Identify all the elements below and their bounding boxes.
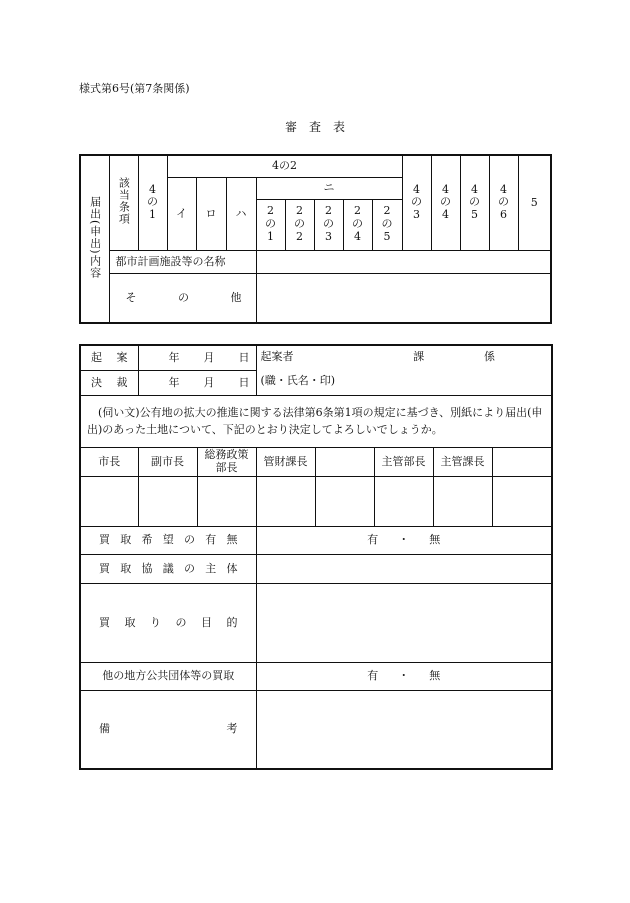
other-public-purchase-options[interactable]: 有 ・ 無 bbox=[256, 662, 552, 690]
approver-blank-1 bbox=[315, 447, 374, 476]
col-2-no-5: 2 の 5 bbox=[372, 199, 402, 250]
approver-blank-2 bbox=[492, 447, 552, 476]
col-2-no-2: 2 の 2 bbox=[285, 199, 314, 250]
col-2-no-3: 2 の 3 bbox=[314, 199, 343, 250]
facility-name-value[interactable] bbox=[256, 250, 551, 273]
inquiry-text: (伺い文)公有地の拡大の推進に関する法律第6条第1項の規定に基づき、別紙により届出(申出)のあった土地について、下記のとおり決定してよろしいでしょうか。 bbox=[80, 395, 552, 447]
seal-general-affairs-director[interactable] bbox=[197, 476, 256, 526]
remarks-label: 備 考 bbox=[80, 690, 256, 769]
seal-section-manager[interactable] bbox=[433, 476, 492, 526]
remarks-value[interactable] bbox=[256, 690, 552, 769]
seal-blank-1[interactable] bbox=[315, 476, 374, 526]
applicable-article-label: 該当条項 bbox=[109, 155, 138, 250]
group-4-no-2: 4の2 bbox=[167, 155, 402, 177]
col-4-no-4: 4 の 4 bbox=[431, 155, 460, 250]
document-title: 審 査 表 bbox=[284, 120, 345, 134]
col-4-no-6: 4 の 6 bbox=[489, 155, 518, 250]
col-i: イ bbox=[167, 177, 196, 250]
other-value[interactable] bbox=[256, 273, 551, 323]
seal-blank-2[interactable] bbox=[492, 476, 552, 526]
form-code: 様式第6号(第7条関係) bbox=[79, 82, 190, 95]
approver-property-manager: 管財課長 bbox=[256, 447, 315, 476]
decision-label: 決 裁 bbox=[80, 370, 138, 395]
facility-name-label: 都市計画施設等の名称 bbox=[109, 250, 256, 273]
purchase-purpose-value[interactable] bbox=[256, 583, 552, 662]
col-4-no-5: 4 の 5 bbox=[460, 155, 489, 250]
purchase-wish-label: 買 取 希 望 の 有 無 bbox=[80, 526, 256, 554]
purchase-purpose-label: 買 取 り の 目 的 bbox=[80, 583, 256, 662]
other-label: そ の 他 bbox=[109, 273, 256, 323]
col-2-no-1: 2 の 1 bbox=[256, 199, 285, 250]
col-5: 5 bbox=[518, 155, 551, 250]
purchase-entity-value[interactable] bbox=[256, 554, 552, 583]
notification-content-label: 届出(申出)内容 bbox=[80, 155, 109, 323]
approval-table bbox=[79, 344, 553, 770]
approver-department-director: 主管部長 bbox=[374, 447, 433, 476]
approver-deputy-mayor: 副市長 bbox=[138, 447, 197, 476]
role-note: (職・氏名・印) bbox=[260, 373, 336, 387]
other-public-purchase-label: 他の地方公共団体等の買取 bbox=[80, 662, 256, 690]
draft-date[interactable]: 年 月 日 bbox=[138, 345, 256, 370]
col-4-no-3: 4 の 3 bbox=[402, 155, 431, 250]
col-ro: ロ bbox=[196, 177, 226, 250]
approver-section-manager: 主管課長 bbox=[433, 447, 492, 476]
col-2-no-4: 2 の 4 bbox=[343, 199, 372, 250]
purchase-wish-options[interactable]: 有 ・ 無 bbox=[256, 526, 552, 554]
col-4-no-1: 4 の 1 bbox=[138, 155, 167, 250]
purchase-entity-label: 買 取 協 議 の 主 体 bbox=[80, 554, 256, 583]
seal-mayor[interactable] bbox=[80, 476, 138, 526]
approver-mayor: 市長 bbox=[80, 447, 138, 476]
col-ha: ハ bbox=[226, 177, 256, 250]
group-ni: ニ bbox=[256, 177, 402, 199]
draft-label: 起 案 bbox=[80, 345, 138, 370]
seal-department-director[interactable] bbox=[374, 476, 433, 526]
seal-deputy-mayor[interactable] bbox=[138, 476, 197, 526]
review-top-table bbox=[79, 154, 552, 324]
decision-date[interactable]: 年 月 日 bbox=[138, 370, 256, 395]
approver-general-affairs-director: 総務政策 部長 bbox=[197, 447, 256, 476]
seal-property-manager[interactable] bbox=[256, 476, 315, 526]
drafter-info[interactable]: 起案者 課 係 (職・氏名・印) bbox=[256, 345, 552, 395]
